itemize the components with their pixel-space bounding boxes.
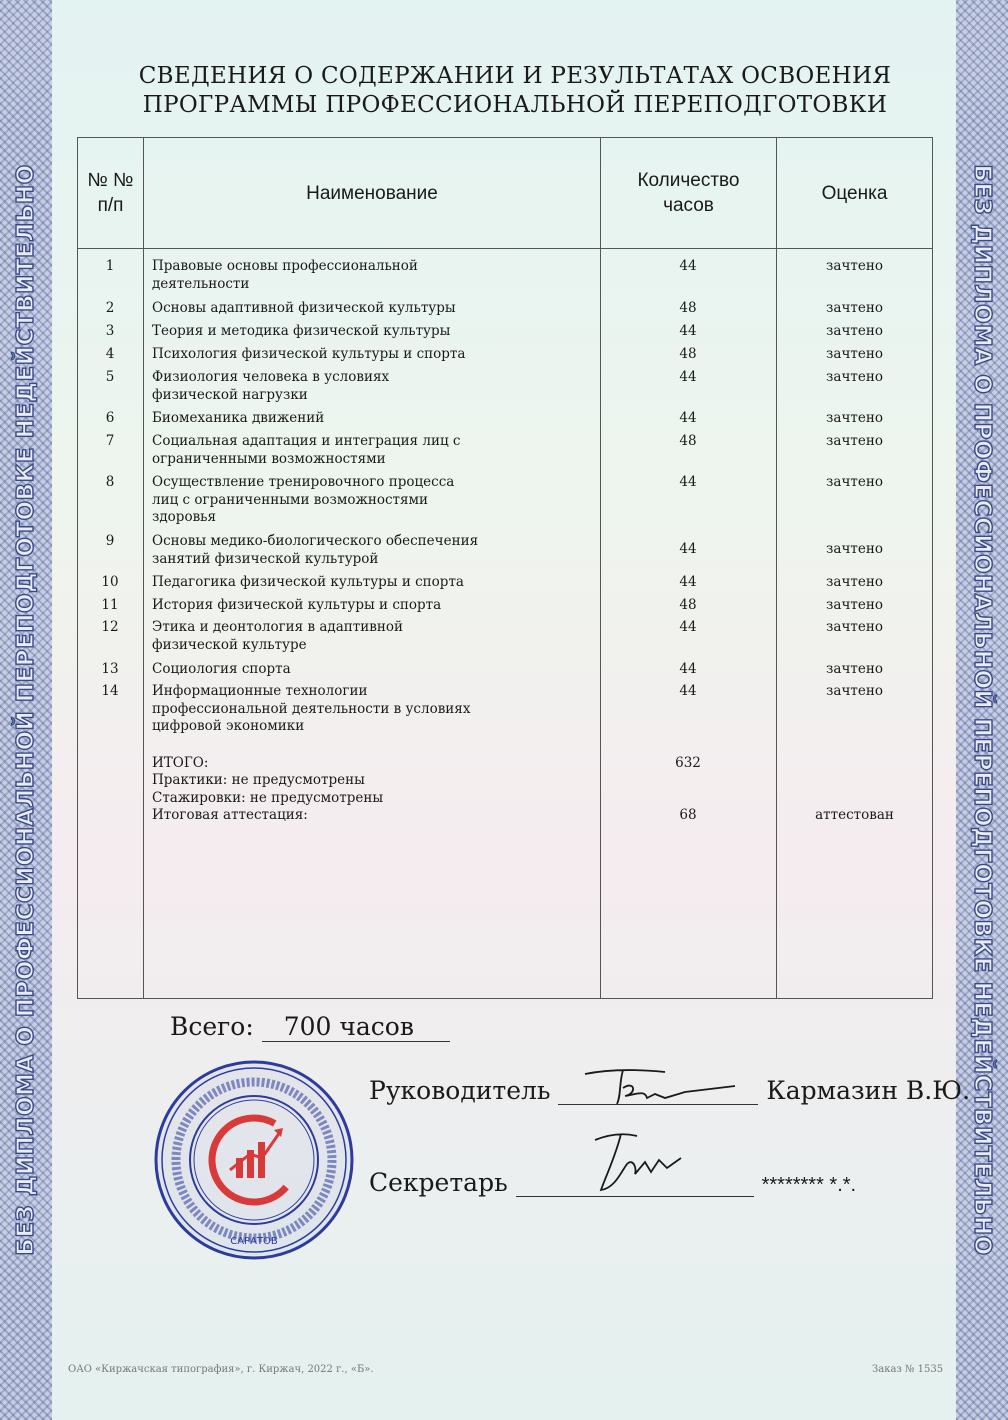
row-num: 10	[101, 574, 119, 590]
row-grade: зачтено	[826, 433, 883, 449]
row-name: Социология спорта	[152, 661, 291, 677]
summary-attestation-grade: аттестован	[815, 807, 894, 823]
header-num	[78, 138, 143, 248]
row-name: Биомеханика движений	[152, 410, 325, 426]
table-row	[77, 323, 933, 341]
header-hours-line1: Количество	[637, 170, 740, 191]
total-label: Всего:	[170, 1012, 254, 1041]
row-num: 13	[101, 661, 119, 677]
row-hours: 44	[679, 574, 697, 590]
right-security-border	[956, 0, 1008, 1420]
row-hours: 44	[679, 258, 697, 274]
header-grade: Оценка	[821, 182, 888, 204]
row-hours: 44	[679, 683, 697, 699]
summary-internship-row	[77, 790, 933, 808]
row-hours: 44	[679, 541, 697, 557]
summary-total-row	[77, 755, 933, 773]
row-grade: зачтено	[826, 574, 883, 590]
row-name: Социальная адаптация и интеграция лиц с ограниченными возможностями	[152, 433, 461, 467]
row-grade: зачтено	[826, 410, 883, 426]
table-row	[77, 369, 933, 404]
secretary-name: ******** *.*.	[761, 1174, 857, 1196]
title-line-1: СВЕДЕНИЯ О СОДЕРЖАНИИ И РЕЗУЛЬТАТАХ ОСВОЕНИЯ	[138, 63, 892, 89]
row-hours: 48	[679, 597, 697, 613]
summary-attestation-hours: 68	[679, 807, 697, 823]
row-grade: зачтено	[826, 541, 883, 557]
right-border-text: БЕЗ ДИПЛОМА О ПРОФЕССИОНАЛЬНОЙ ПЕРЕПОДГОТОВКЕ НЕДЕЙСТВИТЕЛЬНО	[969, 164, 995, 1256]
row-grade: зачтено	[826, 258, 883, 274]
total-value: 700 часов	[262, 1012, 450, 1042]
table-row	[77, 619, 933, 654]
row-name: Психология физической культуры и спорта	[152, 346, 466, 362]
row-num: 9	[105, 533, 115, 549]
row-num: 8	[105, 474, 115, 490]
row-num: 2	[105, 300, 115, 316]
summary-total-label: ИТОГО:	[152, 755, 209, 771]
summary-internship: Стажировки: не предусмотрены	[152, 790, 384, 806]
row-name: Осуществление тренировочного процесса лиц с ограниченными возможностями здоровья	[152, 474, 455, 525]
page-title	[90, 62, 940, 120]
table-row	[77, 574, 933, 592]
row-name: Этика и деонтология в адаптивной физической культуре	[152, 619, 403, 653]
summary-total-hours: 632	[675, 755, 701, 771]
row-name: Основы медико-биологического обеспечения занятий физической культурой	[152, 533, 479, 567]
summary-practice: Практики: не предусмотрены	[152, 772, 365, 788]
row-name: Педагогика физической культуры и спорта	[152, 574, 464, 590]
header-hours	[601, 138, 776, 248]
left-security-border	[0, 0, 52, 1420]
row-grade: зачтено	[826, 683, 883, 699]
secretary-label: Секретарь	[369, 1168, 508, 1197]
summary-attestation-row	[77, 807, 933, 825]
row-name: Теория и методика физической культуры	[152, 323, 451, 339]
row-hours: 44	[679, 410, 697, 426]
table-row	[77, 683, 933, 736]
total-hours	[170, 1012, 450, 1042]
row-num: 4	[105, 346, 115, 362]
head-label: Руководитель	[369, 1076, 551, 1105]
table-row	[77, 410, 933, 428]
row-name: Информационные технологии профессиональной деятельности в условиях цифровой экономики	[152, 683, 471, 734]
row-hours: 48	[679, 346, 697, 362]
row-grade: зачтено	[826, 474, 883, 490]
left-border-text: БЕЗ ДИПЛОМА О ПРОФЕССИОНАЛЬНОЙ ПЕРЕПОДГОТОВКЕ НЕДЕЙСТВИТЕЛЬНО	[13, 164, 39, 1256]
head-signature	[575, 1064, 755, 1110]
head-name: Кармазин В.Ю.	[766, 1076, 971, 1105]
row-num: 7	[105, 433, 115, 449]
header-hours-line2: часов	[663, 195, 714, 216]
row-grade: зачтено	[826, 619, 883, 635]
table-row	[77, 474, 933, 527]
table-row	[77, 433, 933, 468]
table-row	[77, 533, 933, 568]
official-stamp	[152, 1058, 357, 1263]
row-num: 1	[105, 258, 115, 274]
row-name: Правовые основы профессиональной деятельности	[152, 258, 418, 292]
table-row	[77, 661, 933, 679]
summary-practice-row	[77, 772, 933, 790]
row-name: Физиология человека в условиях физической нагрузки	[152, 369, 390, 403]
row-hours: 44	[679, 661, 697, 677]
header-num-line2: п/п	[97, 195, 124, 216]
row-num: 5	[105, 369, 115, 385]
row-grade: зачтено	[826, 597, 883, 613]
row-num: 6	[105, 410, 115, 426]
row-grade: зачтено	[826, 661, 883, 677]
row-hours: 44	[679, 619, 697, 635]
header-num-line1: № №	[87, 170, 134, 191]
row-hours: 48	[679, 433, 697, 449]
header-divider	[78, 248, 932, 249]
row-name: Основы адаптивной физической культуры	[152, 300, 456, 316]
row-name: История физической культуры и спорта	[152, 597, 442, 613]
row-grade: зачтено	[826, 369, 883, 385]
row-hours: 44	[679, 474, 697, 490]
row-num: 12	[101, 619, 119, 635]
table-row	[77, 597, 933, 615]
row-hours: 44	[679, 323, 697, 339]
row-grade: зачтено	[826, 300, 883, 316]
summary-attestation-label: Итоговая аттестация:	[152, 807, 308, 823]
table-row	[77, 258, 933, 293]
table-row	[77, 300, 933, 318]
row-num: 11	[101, 597, 119, 613]
row-num: 3	[105, 323, 115, 339]
order-number: Заказ № 1535	[872, 1364, 944, 1375]
row-num: 14	[101, 683, 119, 699]
header-name: Наименование	[306, 182, 438, 204]
stamp-city: САРАТОВ	[230, 1236, 278, 1247]
row-hours: 48	[679, 300, 697, 316]
row-grade: зачтено	[826, 346, 883, 362]
table-row	[77, 346, 933, 364]
printer-footer: ОАО «Киржачская типография», г. Киржач, 2022 г., «Б».	[68, 1364, 374, 1375]
row-hours: 44	[679, 369, 697, 385]
secretary-signature	[585, 1128, 695, 1198]
row-grade: зачтено	[826, 323, 883, 339]
title-line-2: ПРОГРАММЫ ПРОФЕССИОНАЛЬНОЙ ПЕРЕПОДГОТОВКИ	[142, 92, 888, 118]
